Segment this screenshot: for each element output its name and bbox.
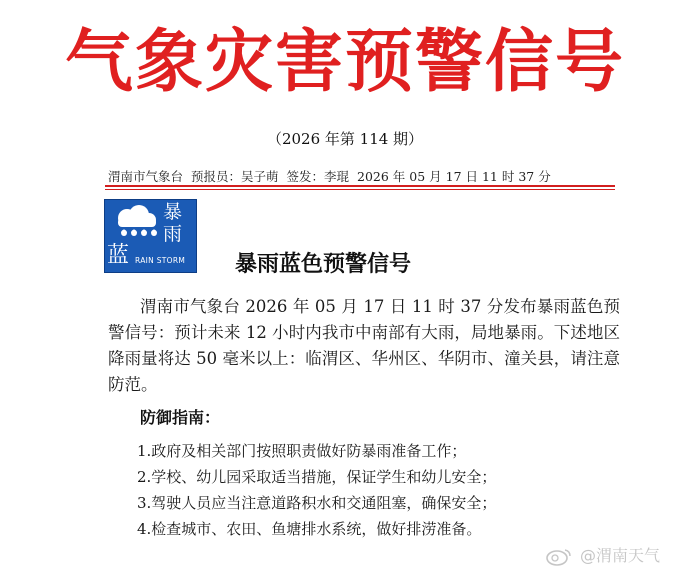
signal-title: 暴雨蓝色预警信号 xyxy=(235,252,412,277)
signer: 签发：李琨 xyxy=(286,169,350,184)
header-divider-thin xyxy=(105,189,615,190)
cloud-rain-icon xyxy=(109,204,159,244)
guide-list xyxy=(137,438,617,542)
guide-item: 3.驾驶人员应当注意道路积水和交通阻塞，确保安全； xyxy=(137,494,497,512)
icon-en-label: RAIN STORM xyxy=(135,256,186,265)
guide-item: 4.检查城市、农田、鱼塘排水系统，做好排涝准备。 xyxy=(137,520,482,538)
issue-number: （2026 年第 114 期） xyxy=(266,130,424,148)
icon-char-yu: 雨 xyxy=(163,223,183,245)
warning-body: 渭南市气象台 2026 年 05 月 17 日 11 时 37 分发布暴雨蓝色预警信号：预计未来 12 小时内我市中南部有大雨，局地暴雨。下述地区降雨量将达 50 毫米以上：临渭区、华州区、华阴市、潼关县，请注意防范。 xyxy=(108,297,620,394)
icon-level-blue: 蓝 xyxy=(107,243,130,268)
issue-datetime: 2026 年 05 月 17 日 11 时 37 分 xyxy=(357,169,551,184)
guide-heading: 防御指南： xyxy=(140,408,221,427)
watermark: @渭南天气 xyxy=(580,546,661,565)
guide-item: 2.学校、幼儿园采取适当措施，保证学生和幼儿安全； xyxy=(137,468,497,486)
station-name: 渭南市气象台 xyxy=(108,169,184,184)
icon-char-bao: 暴 xyxy=(163,201,183,223)
page-title: 气象灾害预警信号 xyxy=(64,22,625,102)
issue-meta xyxy=(108,167,628,185)
weibo-logo-icon xyxy=(545,546,573,566)
guide-item: 1.政府及相关部门按照职责做好防暴雨准备工作； xyxy=(137,442,467,460)
forecaster: 预报员：吴子萌 xyxy=(191,169,279,184)
rain-storm-blue-icon xyxy=(104,199,197,273)
header-divider xyxy=(105,185,615,187)
